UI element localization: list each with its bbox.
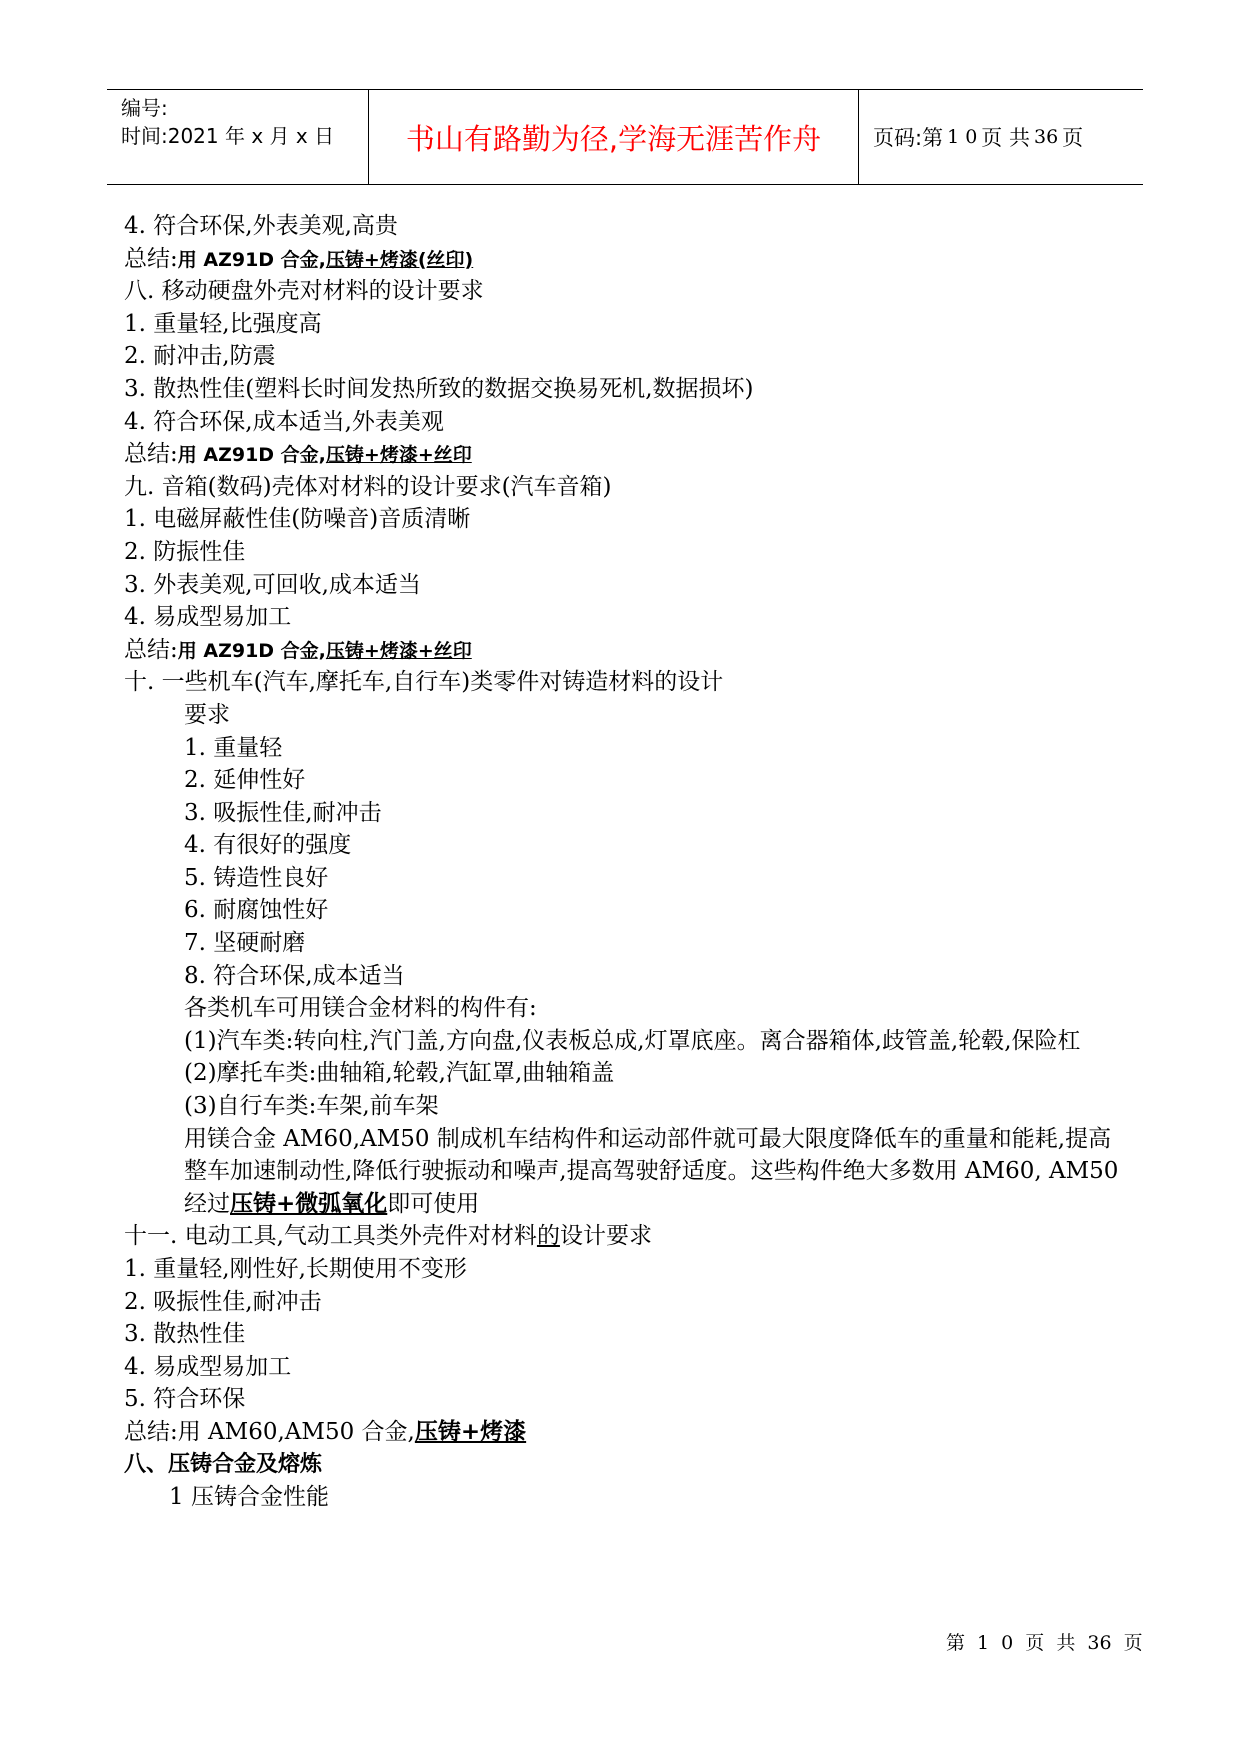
page-header [107, 89, 1143, 185]
document-body [124, 210, 1134, 1514]
list-item: 1. 重量轻,刚性好,长期使用不变形 [124, 1256, 467, 1282]
list-item: 4. 易成型易加工 [124, 604, 292, 631]
text-line: 4. 符合环保,外表美观,高贵 [124, 213, 398, 239]
paragraph: (3)自行车类:车架,前车架 [184, 1093, 439, 1120]
page-mid: 页 共 [981, 126, 1030, 150]
summary-alloy: 用 AZ91D 合金, [177, 444, 326, 467]
summary-label: 总结: [124, 245, 178, 272]
summary-label: 总结: [124, 636, 178, 663]
section-heading: 十. 一些机车(汽车,摩托车,自行车)类零件对铸造材料的设计 [124, 669, 724, 696]
paragraph: 各类机车可用镁合金材料的构件有: [184, 995, 537, 1022]
summary-label: 总结: [124, 441, 178, 468]
list-item: 2. 耐冲击,防震 [124, 343, 276, 370]
page-total: 36 [1033, 126, 1059, 148]
list-item: 3. 散热性佳 [124, 1321, 246, 1348]
list-item: 2. 吸振性佳,耐冲击 [124, 1288, 322, 1315]
section-heading: 九. 音箱(数码)壳体对材料的设计要求(汽车音箱) [124, 473, 612, 500]
summary-line [124, 1416, 1134, 1449]
list-item: 7. 坚硬耐磨 [184, 930, 306, 957]
list-item: 2. 延伸性好 [184, 767, 306, 794]
list-item: 4. 符合环保,成本适当,外表美观 [124, 408, 444, 435]
document-number-label: 编号: [121, 96, 168, 120]
list-item: 3. 吸振性佳,耐冲击 [184, 799, 382, 826]
summary-alloy: 用 AZ91D 合金, [177, 639, 326, 662]
list-item: 1. 重量轻,比强度高 [124, 310, 322, 337]
list-item: 1. 电磁屏蔽性佳(防噪音)音质清晰 [124, 506, 471, 533]
paragraph [124, 1188, 1134, 1221]
section-heading-cont: 要求 [184, 701, 230, 728]
text-span: 总结:用 AM60,AM50 合金, [124, 1418, 415, 1445]
process-highlight: 压铸+微弧氧化 [230, 1190, 388, 1217]
section-heading: 八. 移动硬盘外壳对材料的设计要求 [124, 278, 484, 305]
header-meta [107, 90, 369, 184]
text-span: 经过 [184, 1190, 230, 1217]
summary-alloy: 用 AZ91D 合金, [177, 248, 326, 271]
list-item: 2. 防振性佳 [124, 538, 246, 565]
list-item: 5. 符合环保 [124, 1386, 246, 1413]
list-item: 4. 有很好的强度 [184, 832, 352, 859]
list-item: 3. 外表美观,可回收,成本适当 [124, 571, 421, 598]
chapter-heading: 八、压铸合金及熔炼 [124, 1451, 323, 1477]
list-item: 6. 耐腐蚀性好 [184, 897, 329, 924]
subheading: 1 压铸合金性能 [169, 1484, 329, 1511]
summary-process: 压铸+烤漆+丝印 [325, 639, 472, 662]
text-span: 即可使用 [387, 1190, 480, 1217]
summary-process: 压铸+烤漆(丝印) [325, 248, 474, 271]
list-item: 4. 易成型易加工 [124, 1353, 292, 1380]
list-item: 3. 散热性佳(塑料长时间发热所致的数据交换易死机,数据损坏) [124, 375, 754, 402]
document-time: 时间:2021 年 x 月 x 日 [121, 124, 335, 148]
page-current: 1 0 [947, 126, 978, 148]
paragraph: 用镁合金 AM60,AM50 制成机车结构件和运动部件就可最大限度降低车的重量和能耗,提高整车加速制动性,降低行驶振动和噪声,提高驾驶舒适度。这些构件绝大多数用 AM60, AM50 [184, 1125, 1119, 1185]
header-motto: 书山有路勤为径,学海无涯苦作舟 [369, 90, 859, 184]
summary-process: 压铸+烤漆+丝印 [325, 444, 472, 467]
page-footer: 第 1 0 页 共 36 页 [946, 1632, 1143, 1654]
paragraph: (2)摩托车类:曲轴箱,轮毂,汽缸罩,曲轴箱盖 [184, 1060, 615, 1087]
section-heading [124, 1220, 1134, 1253]
list-item: 5. 铸造性良好 [184, 864, 329, 891]
summary-process: 压铸+烤漆 [414, 1418, 527, 1445]
summary-line [124, 243, 1134, 276]
paragraph: (1)汽车类:转向柱,汽门盖,方向盘,仪表板总成,灯罩底座。离合器箱体,歧管盖,轮毂,保险杠 [184, 1027, 1081, 1054]
text-span: 十一. 电动工具,气动工具类外壳件对材料 [124, 1223, 537, 1250]
text-span: 的 [536, 1223, 560, 1250]
page-suffix: 页 [1062, 126, 1084, 150]
list-item: 8. 符合环保,成本适当 [184, 962, 405, 989]
text-span: 设计要求 [559, 1223, 652, 1250]
header-page-info [859, 90, 1143, 184]
list-item: 1. 重量轻 [184, 734, 283, 761]
summary-line [124, 438, 1134, 471]
summary-line [124, 634, 1134, 667]
page-prefix: 页码:第 [873, 126, 944, 150]
